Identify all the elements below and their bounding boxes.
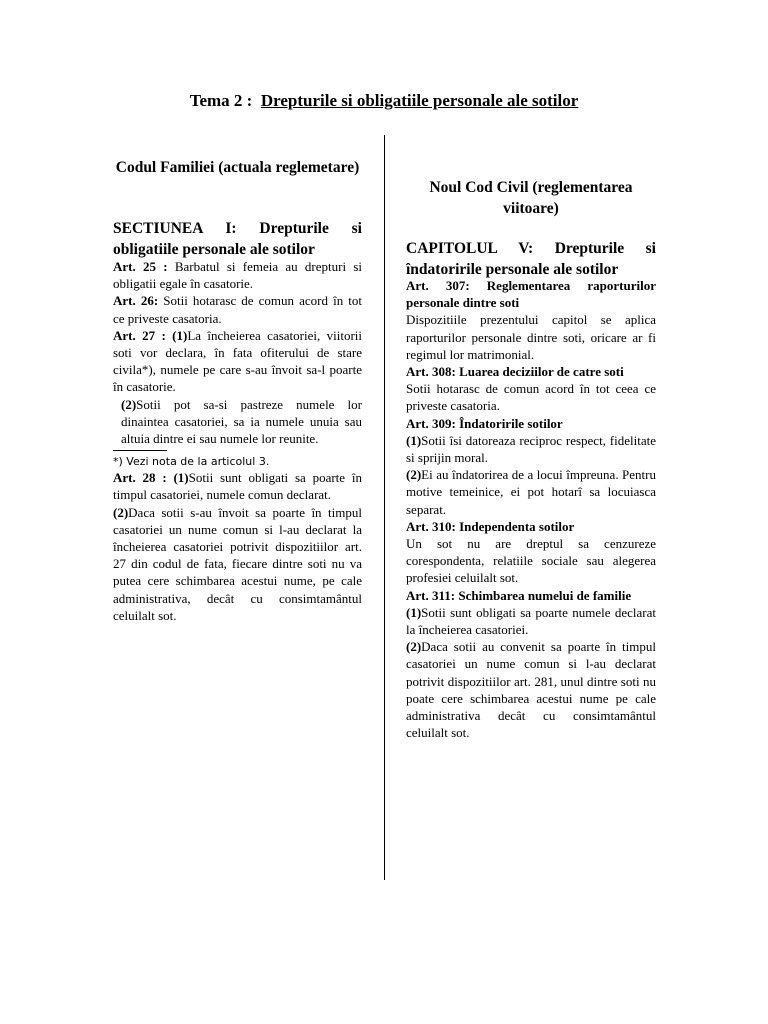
art307-heading xyxy=(406,277,656,311)
art27-p2 xyxy=(113,396,362,448)
art309-p2-text: Ei au îndatorirea de a locui împreuna. Pentru motive temeinice, ei pot hotarî sa locuiasca separat. xyxy=(406,467,656,517)
right-column-heading: Noul Cod Civil (reglementarea viitoare) xyxy=(429,179,633,217)
art307-title: Reglementarea raporturilor personale dintre soti xyxy=(406,278,656,311)
art311-p2 xyxy=(406,638,656,741)
art28-p2-text: Daca sotii s-au învoit sa poarte în timpul casatoriei un nume comun si l-au declarat la încheierea casatoriei potrivit dispozitiilor art. 27 din codul de fata, fiecare dintre soti nu va putea cere schimbarea acestui nume, pe cale administrativa, decât cu consimtamântul celuilalt sot. xyxy=(113,504,362,623)
art308-title: Luarea deciziilor de catre soti xyxy=(459,364,624,380)
art311-heading xyxy=(406,587,656,604)
art25 xyxy=(113,258,362,292)
art308-label: Art. 308: xyxy=(406,364,456,380)
art28-p2-num: (2) xyxy=(113,504,129,520)
art26-text: Sotii hotarasc de comun acord în tot ce priveste casatoria. xyxy=(113,293,362,326)
art307-label: Art. 307: xyxy=(406,278,470,293)
art309-p1-text: Sotii îsi datoreaza reciproc respect, fidelitate si sprijin moral. xyxy=(406,432,656,466)
art311-p1-text: Sotii sunt obligati sa poarte numele declarat la încheierea casatoriei. xyxy=(406,604,656,638)
art310-heading xyxy=(406,518,656,535)
art28-p2 xyxy=(113,504,362,624)
column-divider xyxy=(384,135,385,880)
art25-text: Barbatul si femeia au drepturi si obligatii egale în casatorie. xyxy=(113,259,363,292)
art309-p1-num: (1) xyxy=(406,432,422,448)
art27-label: Art. 27 : xyxy=(113,327,166,343)
art27-p1-num: (1) xyxy=(172,327,188,343)
art309-title: Îndatoririle sotilor xyxy=(459,415,563,431)
art309-heading xyxy=(406,415,656,432)
art27-p2-text: Sotii pot sa-si pastreze numele lor dinaintea casatoriei, sa ia numele unuia sau altuia dintre ei sau numele lor reunite. xyxy=(121,396,362,447)
art28-p1-text: Sotii sunt obligati sa poarte în timpul casatoriei, numele comun declarat. xyxy=(113,470,362,503)
footnote-rule xyxy=(113,450,167,451)
art309-p1 xyxy=(406,432,656,466)
art309-p2-num: (2) xyxy=(406,467,422,483)
art25-label: Art. 25 : xyxy=(113,259,168,274)
art308-text: Sotii hotarasc de comun acord în tot ceea ce priveste casatoria. xyxy=(406,381,656,414)
art311-p2-text: Daca sotii au convenit sa poarte în timpul casatoriei un nume comun si l-au declarat potrivit dispozitiilor art. 281, unul dintre soti nu poate cere schimbarea acestui nume pe cale administrativa decât cu consimtamântul celuilalt sot. xyxy=(406,639,656,741)
art27-p1-text: La încheierea casatoriei, viitorii soti vor declara, în fata ofiterului de stare civila*), numele pe care s-au învoit sa-l poarte în casatorie. xyxy=(113,327,362,395)
right-section-title: CAPITOLUL V: Drepturile si îndatoririle personale ale sotilor xyxy=(406,240,656,278)
art311-title: Schimbarea numelui de familie xyxy=(458,587,632,603)
art308-heading xyxy=(406,363,656,380)
left-column-heading: Codul Familiei (actuala reglemetare) xyxy=(115,159,360,176)
art310-text: Un sot nu are dreptul sa cenzureze corespondenta, relatiile sociale sau alegerea profesiei celuilalt sot. xyxy=(406,536,656,586)
art28-p1-num: (1) xyxy=(173,470,189,486)
art26-label: Art. 26: xyxy=(113,293,159,309)
art311-p1 xyxy=(406,604,656,638)
title-prefix: Tema 2 : xyxy=(189,91,253,110)
art28-label: Art. 28 : xyxy=(113,470,167,486)
footnote: *) Vezi nota de la articolul 3. xyxy=(113,455,270,469)
left-articles xyxy=(113,258,362,624)
art26 xyxy=(113,292,362,326)
right-articles xyxy=(406,277,656,741)
art310-title: Independenta sotilor xyxy=(459,518,575,534)
art27-p1 xyxy=(113,327,362,396)
art310-label: Art. 310: xyxy=(406,518,456,534)
art309-label: Art. 309: xyxy=(406,415,456,431)
art311-p2-num: (2) xyxy=(406,639,422,655)
art28-p1 xyxy=(113,469,362,503)
title-subject: Drepturile si obligatiile personale ale sotilor xyxy=(260,91,579,110)
art307-text: Dispozitiile prezentului capitol se aplica raporturilor personale dintre soti, oricare ar fi regimul lor matrimonial. xyxy=(406,312,656,362)
art311-label: Art. 311: xyxy=(406,587,456,603)
left-section-title: SECTIUNEA I: Drepturile si obligatiile personale ale sotilor xyxy=(113,220,362,258)
art309-p2 xyxy=(406,466,656,518)
art27-p2-num: (2) xyxy=(121,396,137,412)
art311-p1-num: (1) xyxy=(406,604,422,620)
document-title xyxy=(0,91,768,111)
